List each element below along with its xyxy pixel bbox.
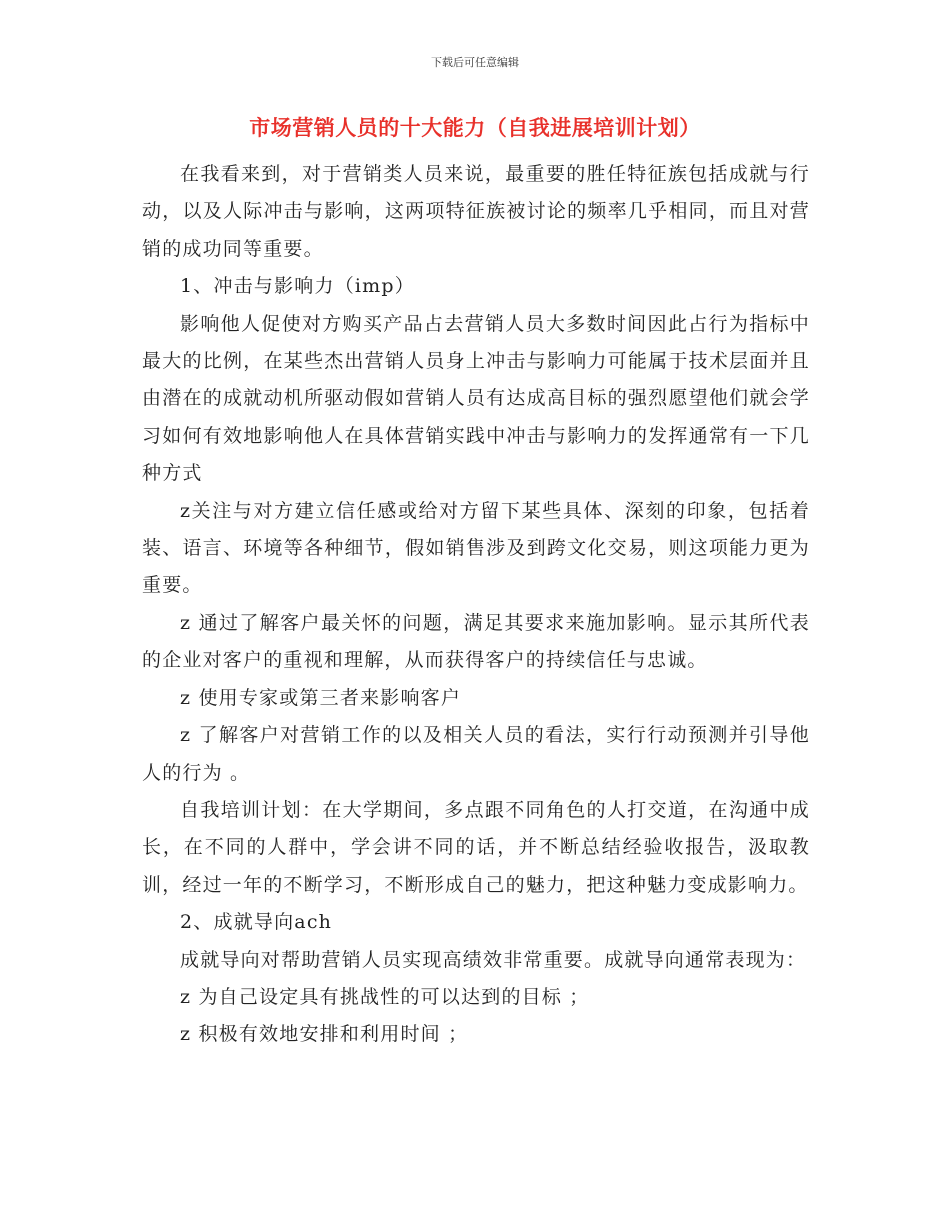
paragraph-achievement-description: 成就导向对帮助营销人员实现高绩效非常重要。成就导向通常表现为： — [180, 948, 807, 971]
list-item-trust: z关注与对方建立信任感或给对方留下某些具体、深刻的印象，包括着装、语言、环境等各种细节，假如销售涉及到跨文化交易，则这项能力更为重要。 — [142, 499, 810, 597]
paragraph-impact-description: 影响他人促使对方购买产品占去营销人员大多数时间因此占行为指标中最大的比例，在某些杰出营销人员身上冲击与影响力可能属于技术层面并且由潜在的成就动机所驱动假如营销人员有达成高目标的强烈愿望他们就会学习如何有效地影响他人在具体营销实践中冲击与影响力的发挥通常有一下几种方式 — [142, 312, 810, 485]
page-header-note: 下载后可任意编辑 — [431, 56, 519, 69]
list-item-time: z 积极有效地安排和利用时间 ； — [180, 1023, 469, 1046]
paragraph-intro: 在我看来到，对于营销类人员来说，最重要的胜任特征族包括成就与行动，以及人际冲击与影响，这两项特征族被讨论的频率几乎相同，而且对营销的成功同等重要。 — [142, 163, 810, 260]
document-title: 市场营销人员的十大能力（自我进展培训计划） — [249, 116, 701, 140]
section-heading-achievement: 2、成就导向ach — [180, 911, 333, 934]
document-body — [142, 156, 810, 1054]
list-item-customer-concern: z 通过了解客户最关怀的问题，满足其要求来施加影响。显示其所代表的企业对客户的重视和理解，从而获得客户的持续信任与忠诚。 — [142, 611, 810, 672]
list-item-goals: z 为自己设定具有挑战性的可以达到的目标 ； — [180, 985, 590, 1008]
list-item-customer-view: z 了解客户对营销工作的以及相关人员的看法，实行行动预测并引导他人的行为 。 — [142, 724, 810, 784]
paragraph-training-plan: 自我培训计划：在大学期间，多点跟不同角色的人打交道，在沟通中成长，在不同的人群中，学会讲不同的话，并不断总结经验收报告，汲取教训，经过一年的不断学习，不断形成自己的魅力，把这种魅力变成影响力。 — [142, 798, 810, 896]
list-item-expert: z 使用专家或第三者来影响客户 — [180, 686, 462, 709]
section-heading-impact: 1、冲击与影响力（imp） — [180, 275, 415, 298]
